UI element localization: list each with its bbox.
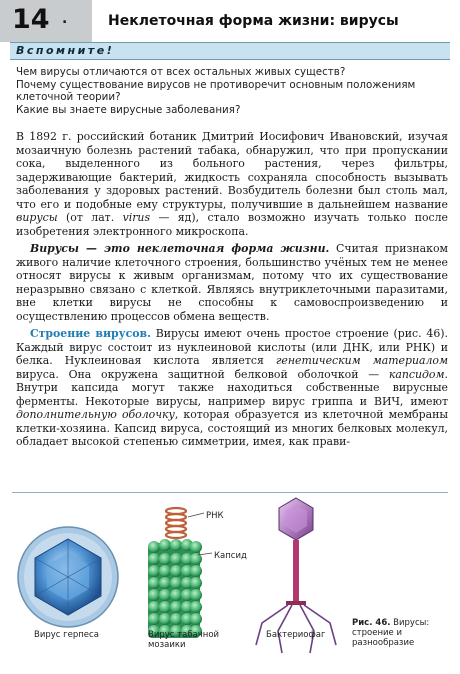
- text-run: — яд), стало возможно изучать только после изобретения электронного микроскопа.: [16, 211, 448, 238]
- recall-question: Почему существование вирусов не противоречит основным положениям клеточной теории?: [16, 78, 416, 104]
- text-run: . Внутри капсида могут также находиться собственные вирусные ферменты. Некоторые вирусы, например вирус гриппа и ВИЧ, имеют: [16, 367, 448, 408]
- section-number: 14: [12, 4, 50, 35]
- section-title: Неклеточная форма жизни: вирусы: [108, 13, 399, 29]
- rna-pointer: [188, 513, 204, 517]
- text-run: Считая признаком живого наличие клеточного строения, большинство учёных тем не менее относят вирусы к живым организмам, потому что их существование неразрывно связано с клеткой. Являясь внутриклеточными паразитами, вне клетки вирусы не способны к самовоспроизведению и осуществлению процессов обмена веществ.: [16, 242, 448, 323]
- capsid-pointer: [198, 553, 212, 555]
- label-rna: РНК: [206, 511, 224, 521]
- definition-lead: Вирусы — это неклеточная форма жизни.: [30, 242, 330, 255]
- text-run: В 1892 г. российский ботаник Дмитрий Иосифович Ивановский, изучая мозаичную болезнь растений табака, обнаружил, что при пропускании сока, выделенного из больного растения, через фильтры, задерживающие бактерий, жидкость сохраняла способность вызывать заболевания у здоровых растений. Возбудитель болезни был столь мал, что его и подобные ему структуры, получившие в дальнейшем название: [16, 130, 448, 211]
- latin-term: virus: [122, 211, 151, 224]
- term-capsid: капсидом: [388, 367, 445, 381]
- term-envelope: дополнительную оболочку: [16, 408, 175, 421]
- text-run: , которая образуется из клеточной мембраны клетки-хозяина. Капсид вируса, состоящий из многих белковых молекул, обладает высокой степенью симметрии, имея, как прави-: [16, 408, 448, 448]
- page-header: [0, 0, 460, 42]
- label-tmv-line1: Вирус табачной: [148, 630, 220, 640]
- caption-text: Вирусы: строение и разнообразие: [352, 618, 430, 648]
- paragraph-history: [16, 130, 448, 238]
- section-number-block: [0, 0, 92, 42]
- main-text: [16, 130, 448, 453]
- rna-helix: [166, 508, 186, 538]
- text-run: (от лат.: [57, 211, 123, 224]
- paragraph-structure: [16, 327, 448, 449]
- herpes-virus-illustration: [18, 527, 118, 627]
- term-viruses: вирусы: [16, 211, 58, 224]
- section-number-dot: .: [62, 11, 68, 27]
- recall-bar: [10, 42, 450, 60]
- term-genetic-material: генетическим материалом: [275, 354, 449, 367]
- caption-number: Рис. 46.: [352, 618, 391, 628]
- text-run: Вирусы имеют очень простое строение (рис. 46). Каждый вирус состоит из нуклеиновой кислоты (или ДНК, или РНК) и белка. Нуклеиновая кислота является: [16, 327, 449, 367]
- figure-caption: [352, 618, 452, 648]
- recall-label: Вспомните!: [16, 44, 115, 57]
- tobacco-mosaic-virus-illustration: [148, 508, 212, 638]
- label-tmv-line2: мозаики: [148, 640, 186, 650]
- recall-question: Какие вы знаете вирусные заболевания?: [16, 103, 241, 116]
- recall-question: Чем вирусы отличаются от всех остальных живых существ?: [16, 66, 346, 78]
- label-phage: Бактериофаг: [266, 630, 326, 640]
- label-capsid: Капсид: [214, 551, 247, 561]
- figure-divider: [12, 492, 448, 493]
- recall-questions: [16, 66, 448, 116]
- text-run: вируса. Она окружена защитной белковой оболочкой —: [16, 367, 389, 381]
- label-herpes: Вирус герпеса: [34, 630, 99, 640]
- paragraph-definition: [16, 242, 448, 323]
- subheading-structure: Строение вирусов.: [30, 327, 151, 340]
